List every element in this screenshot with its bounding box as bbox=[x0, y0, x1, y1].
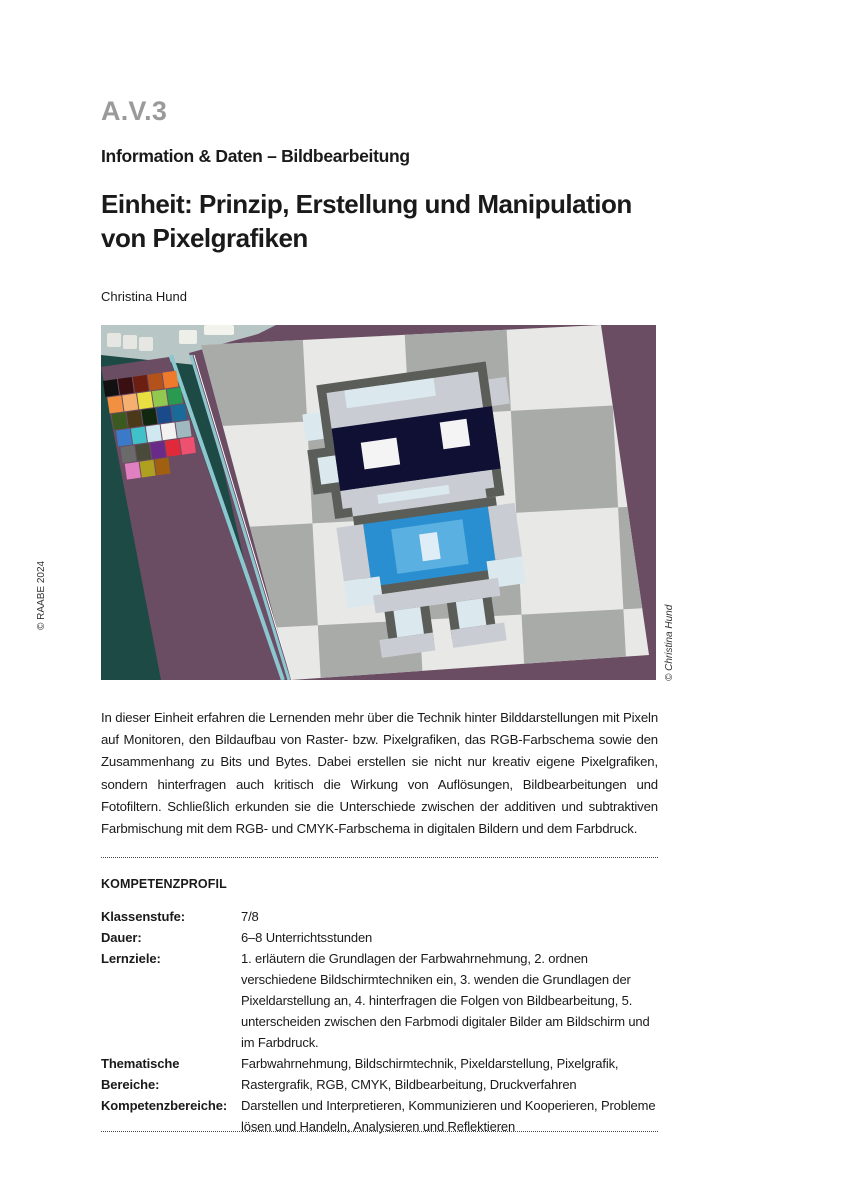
palette-swatch bbox=[127, 410, 143, 428]
profile-label: Klassenstufe: bbox=[101, 909, 185, 924]
profile-row-topics bbox=[101, 1053, 661, 1095]
robot-antenna bbox=[302, 412, 324, 441]
intro-paragraph: In dieser Einheit erfahren die Lernenden mehr über die Technik hinter Bilddarstellungen mit Pixeln auf Monitoren, den Bildaufbau von Raster- bzw. Pixelgrafiken, das RGB-Farbschema sowie den Zusammenhang zu Bits und Bytes. Dabei erstellen sie nicht nur kreativ eigene Pixelgrafiken, sondern hinterfragen auch kritisch die Wirkung von Auflösungen, Bildbearbeitungen und Fotofiltern. Schließlich erkunden sie die Unterschiede zwischen der additiven und subtraktiven Farbmischung mit dem RGB- und CMYK-Farbschema in digitalen Bildern und dem Farbdruck. bbox=[101, 710, 658, 837]
page-title: Einheit: Prinzip, Erstellung und Manipulation von Pixelgrafiken bbox=[101, 189, 632, 253]
competence-profile bbox=[101, 906, 661, 1137]
tool-button bbox=[107, 333, 121, 347]
tool-button bbox=[139, 337, 153, 351]
robot-antenna bbox=[488, 377, 510, 406]
profile-value: 1. erläutern die Grundlagen der Farbwahrnehmung, 2. ordnen verschiedene Bildschirmtechniken ein, 3. wenden die Grundlagen der Pixeldarstellung an, 4. hinterfragen die Folgen von Bildbearbeitung, 5. unterscheiden zwischen den Farbmodi digitaler Bilder am Bildschirm und im Farbdruck. bbox=[241, 951, 650, 1050]
photo-credit: © Christina Hund bbox=[664, 604, 675, 681]
profile-value: Farbwahrnehmung, Bildschirmtechnik, Pixeldarstellung, Pixelgrafik, Rastergrafik, RGB, CMYK, Bildbearbeitung, Druckverfahren bbox=[241, 1056, 619, 1092]
palette-swatch bbox=[120, 445, 136, 463]
palette-swatch bbox=[137, 391, 153, 409]
palette-swatch bbox=[171, 404, 187, 422]
profile-row-goals bbox=[101, 948, 661, 1053]
profile-label: Kompetenzbereiche: bbox=[101, 1098, 228, 1113]
size-field bbox=[204, 325, 234, 335]
publisher-copyright: © RAABE 2024 bbox=[36, 560, 47, 630]
robot-eye-right bbox=[440, 419, 470, 449]
profile-row-duration bbox=[101, 927, 661, 948]
palette-swatch bbox=[165, 439, 181, 457]
profile-value: Darstellen und Interpretieren, Kommunizieren und Kooperieren, Probleme lösen und Handeln, Analysieren und Reflektieren bbox=[241, 1098, 656, 1134]
author-name: Christina Hund bbox=[101, 289, 187, 304]
divider-top bbox=[101, 857, 658, 858]
palette-swatch bbox=[131, 427, 147, 445]
palette-swatch bbox=[167, 387, 183, 405]
palette-swatch bbox=[152, 389, 168, 407]
tool-button bbox=[123, 335, 137, 349]
palette-swatch bbox=[135, 443, 151, 461]
palette-swatch bbox=[150, 441, 166, 459]
profile-value: 7/8 bbox=[241, 909, 259, 924]
palette-swatch bbox=[154, 458, 170, 476]
cover-photo bbox=[101, 325, 656, 680]
profile-heading: KOMPETENZPROFIL bbox=[101, 877, 227, 891]
palette-swatch bbox=[141, 408, 157, 426]
robot-leg-right bbox=[456, 598, 486, 628]
palette-swatch bbox=[140, 460, 156, 478]
palette-swatch bbox=[118, 377, 134, 395]
palette-swatch bbox=[133, 375, 149, 393]
profile-value: 6–8 Unterrichtsstunden bbox=[241, 930, 373, 945]
palette-swatch bbox=[156, 406, 172, 424]
palette-swatch bbox=[180, 437, 196, 455]
tool-button bbox=[179, 330, 197, 344]
robot-leg-left bbox=[393, 607, 423, 637]
profile-label: Dauer: bbox=[101, 930, 142, 945]
robot-shirt-logo bbox=[419, 532, 441, 561]
palette-swatch bbox=[122, 394, 138, 412]
palette-swatch bbox=[116, 429, 132, 447]
palette-swatch bbox=[146, 425, 162, 443]
profile-label: Lernziele: bbox=[101, 951, 161, 966]
pixel-robot-illustration bbox=[101, 325, 656, 680]
palette-swatch bbox=[161, 422, 177, 440]
palette-swatch bbox=[112, 412, 128, 430]
robot-ear bbox=[317, 455, 339, 484]
subject-line: Information & Daten – Bildbearbeitung bbox=[101, 146, 410, 166]
palette-swatch bbox=[162, 371, 178, 389]
profile-label: Thematische Bereiche: bbox=[101, 1056, 180, 1092]
unit-code: A.V.3 bbox=[101, 96, 168, 126]
profile-row-grade bbox=[101, 906, 661, 927]
robot-eye-left bbox=[361, 438, 400, 470]
divider-bottom bbox=[101, 1131, 658, 1132]
palette-swatch bbox=[125, 462, 141, 480]
palette-swatch bbox=[148, 373, 164, 391]
palette-swatch bbox=[107, 396, 123, 414]
palette-swatch bbox=[175, 420, 191, 438]
checker-cell bbox=[511, 406, 618, 513]
palette-swatch bbox=[103, 379, 119, 397]
